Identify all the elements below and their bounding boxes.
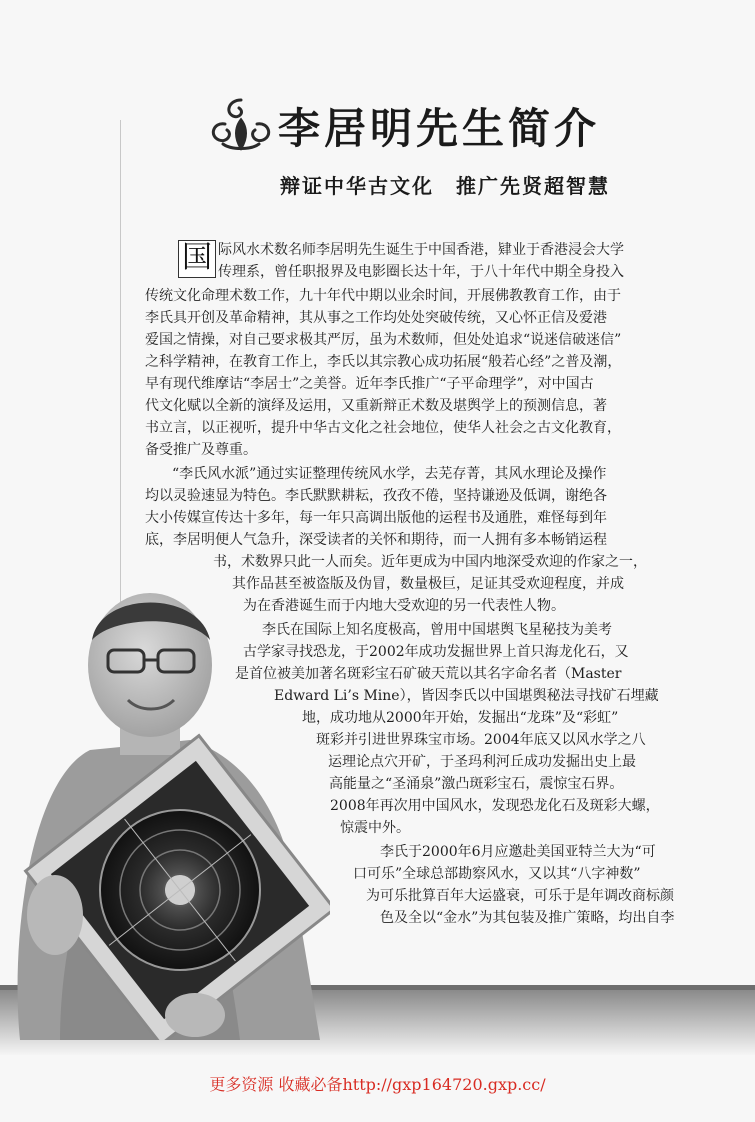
text-line: 2008年再次用中国风水，发现恐龙化石及斑彩大螺， bbox=[330, 798, 660, 814]
text-line: 传统文化命理术数工作，九十年代中期以业余时间，开展佛教教育工作，由于 bbox=[145, 288, 621, 304]
text-line: 大小传媒宣传达十多年，每一年只高调出版他的运程书及通胜，难怪每到年 bbox=[145, 510, 607, 526]
portrait-photo bbox=[0, 560, 330, 1040]
text-line: 代文化赋以全新的演绎及运用，又重新辩正术数及堪舆学上的预测信息，著 bbox=[145, 398, 607, 414]
text-line: 色及全以“金水”为其包装及推广策略，均出自李 bbox=[380, 910, 675, 926]
text-line: Edward Li’s Mine），皆因李氏以中国堪舆秘法寻找矿石埋藏 bbox=[274, 688, 659, 704]
text-line: 早有现代维摩诘“李居士”之美誉。近年李氏推广“子平命理学”，对中国古 bbox=[145, 376, 594, 392]
text-line: 为可乐批算百年大运盛衰，可乐于是年调改商标颜 bbox=[366, 888, 674, 904]
text-line: 李氏在国际上知名度极高，曾用中国堪舆飞星秘技为美考 bbox=[262, 622, 612, 638]
text-line: 为在香港诞生而于内地大受欢迎的另一代表性人物。 bbox=[243, 598, 565, 614]
text-line: 是首位被美加著名斑彩宝石矿破天荒以其名字命名者（Master bbox=[235, 666, 622, 682]
text-line: 惊震中外。 bbox=[340, 820, 410, 836]
footer-link[interactable]: 更多资源 收藏必备http://gxp164720.gxp.cc/ bbox=[209, 1075, 546, 1094]
text-line: 书立言，以正视听，提升中华古文化之社会地位，使华人社会之古文化教育， bbox=[145, 420, 621, 436]
page-subtitle: 辩证中华古文化 推广先贤超智慧 bbox=[280, 174, 610, 198]
text-line: 地，成功地从2000年开始，发掘出“龙珠”及“彩虹” bbox=[302, 710, 619, 726]
text-line: “李氏风水派”通过实证整理传统风水学，去芜存菁，其风水理论及操作 bbox=[172, 466, 607, 482]
page-title: 李居明先生简介 bbox=[278, 104, 601, 153]
text-line: 传理系，曾任职报界及电影圈长达十年，于八十年代中期全身投入 bbox=[218, 264, 624, 280]
drop-cap: 国 bbox=[178, 240, 216, 278]
text-line: 李氏于2000年6月应邀赴美国亚特兰大为“可 bbox=[380, 844, 656, 860]
text-line: 备受推广及尊重。 bbox=[145, 442, 257, 458]
text-line: 其作品甚至被盗版及伪冒，数量极巨，足证其受欢迎程度，并成 bbox=[232, 576, 624, 592]
text-line: 口可乐”全球总部勘察风水，又以其“八字神数” bbox=[353, 866, 641, 882]
text-line: 书，术数界只此一人而矣。近年更成为中国内地深受欢迎的作家之一， bbox=[213, 554, 647, 570]
text-line: 高能量之“圣涌泉”激凸斑彩宝石，震惊宝石界。 bbox=[329, 776, 624, 792]
text-line: 爱国之情操，对自己要求极其严厉，虽为术数师，但处处追求“说迷信破迷信” bbox=[145, 332, 622, 348]
text-line: 斑彩并引进世界珠宝市场。2004年底又以风水学之八 bbox=[316, 732, 646, 748]
text-line: 之科学精神，在教育工作上，李氏以其宗教心成功拓展“般若心经”之普及潮， bbox=[145, 354, 622, 370]
text-line: 运理论点穴开矿，于圣玛利河丘成功发掘出史上最 bbox=[328, 754, 636, 770]
text-line: 李氏具开创及革命精神，其从事之工作均处处突破传统，又心怀正信及爱港 bbox=[145, 310, 607, 326]
text-line: 底，李居明便人气急升，深受读者的关怀和期待，而一人拥有多本畅销运程 bbox=[145, 532, 607, 548]
text-line: 均以灵验速显为特色。李氏默默耕耘，孜孜不倦，坚持谦逊及低调，谢绝各 bbox=[145, 488, 607, 504]
text-line: 古学家寻找恐龙，于2002年成功发掘世界上首只海龙化石，又 bbox=[243, 644, 629, 660]
text-line: 际风水术数名师李居明先生诞生于中国香港，肄业于香港浸会大学 bbox=[218, 242, 624, 258]
